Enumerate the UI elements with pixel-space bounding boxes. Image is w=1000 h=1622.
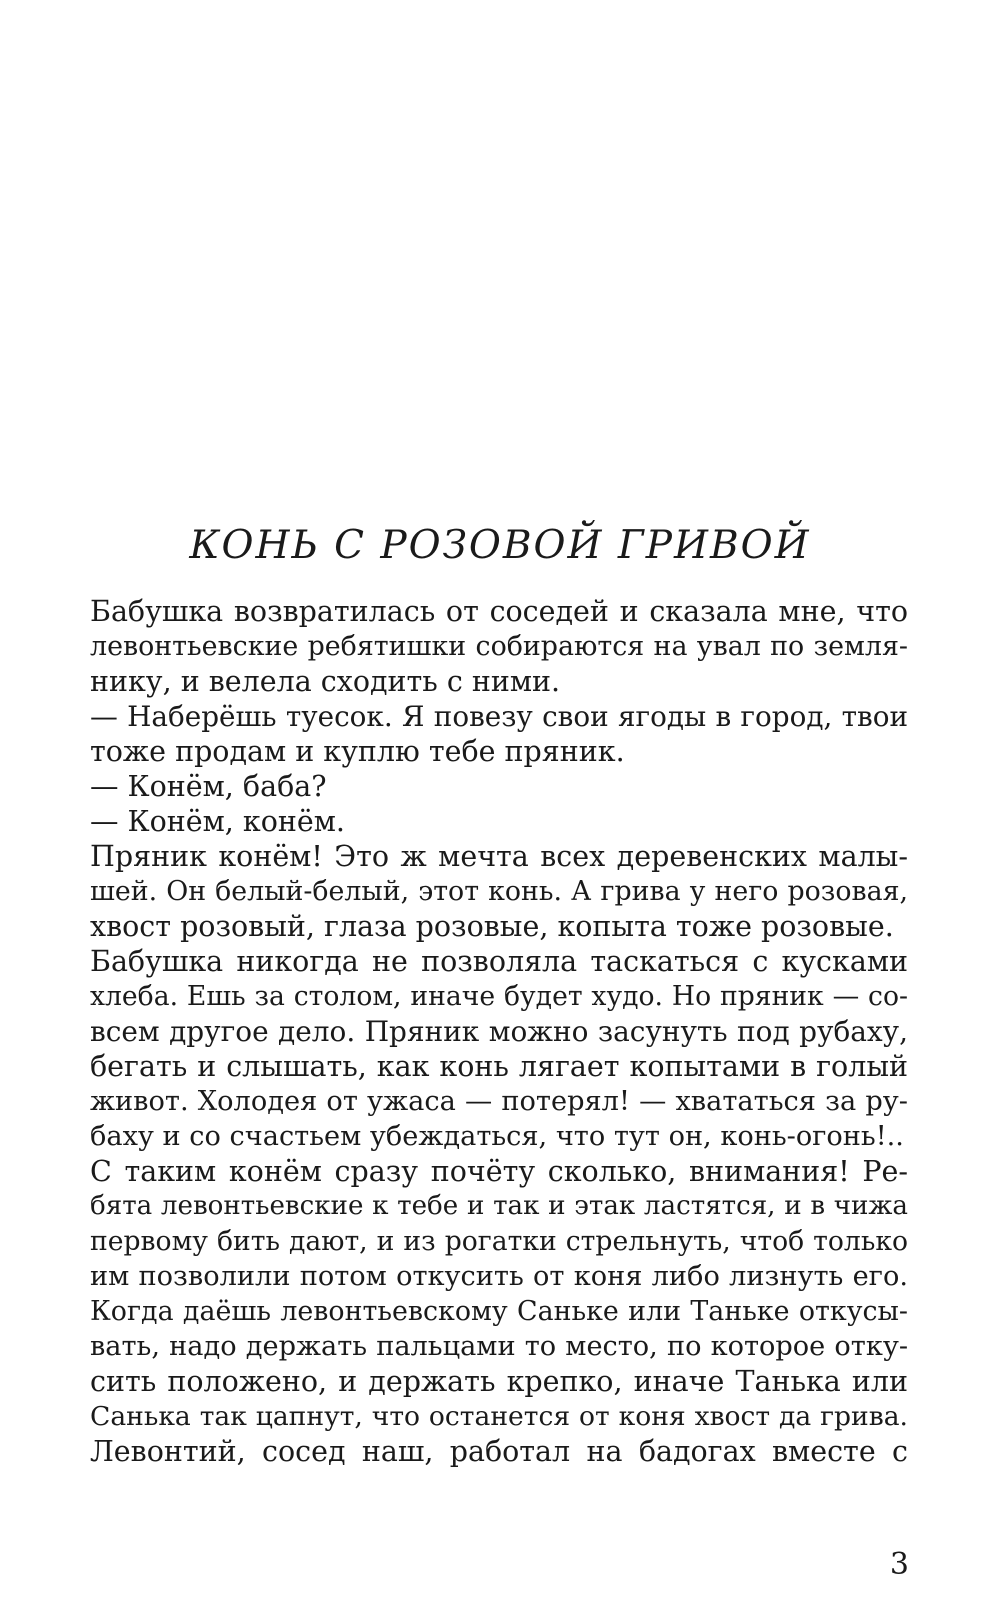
text-line: живот. Холодея от ужаса — потерял! — хвататься за ру- [90,1086,908,1117]
text-line: С таким конём сразу почёту сколько, внимания! Ре- [90,1155,908,1188]
text-line: первому бить дают, и из рогатки стрельнуть, чтоб только [90,1226,908,1257]
text-line: хвост розовый, глаза розовые, копыта тоже розовые. [90,910,894,943]
text-line: тоже продам и куплю тебе пряник. [90,735,625,768]
text-line: Пряник конём! Это ж мечта всех деревенских малы- [90,840,908,873]
text-line: Бабушка никогда не позволяла таскаться с кусками [90,945,908,978]
text-line: левонтьевские ребятишки собираются на увал по земля- [90,631,908,662]
text-line: — Конём, конём. [90,805,345,838]
text-line: баху и со счастьем убеждаться, что тут он, конь-огонь!.. [90,1121,904,1152]
text-line: всем другое дело. Пряник можно засунуть под рубаху, [90,1015,908,1048]
text-line: нику, и велела сходить с ними. [90,665,561,698]
text-line: Санька так цапнут, что останется от коня хвост да грива. [90,1401,908,1432]
page-number: 3 [889,1547,909,1582]
text-line: Когда даёшь левонтьевскому Саньке или Таньке откусы- [90,1296,908,1327]
text-line: Бабушка возвратилась от соседей и сказала мне, что [90,595,908,628]
text-line: бегать и слышать, как конь лягает копытами в голый [90,1050,908,1083]
text-line: вать, надо держать пальцами то место, по которое отку- [90,1331,908,1362]
body-text [90,594,908,1469]
text-line: хлеба. Ешь за столом, иначе будет худо. Но пряник — со- [90,981,908,1012]
text-line: бята левонтьевские к тебе и так и этак ластятся, и в чижа [90,1191,908,1221]
text-line: — Наберёшь туесок. Я повезу свои ягоды в город, твои [90,700,908,733]
text-line: — Конём, баба? [90,770,327,803]
chapter-title: КОНЬ С РОЗОВОЙ ГРИВОЙ [189,523,811,568]
text-line: им позволили потом откусить от коня либо лизнуть его. [90,1261,908,1292]
text-line: шей. Он белый-белый, этот конь. А грива у него розовая, [90,876,908,907]
text-line: Левонтий, сосед наш, работал на бадогах вместе с [90,1435,908,1468]
text-line: сить положено, и держать крепко, иначе Танька или [90,1365,908,1398]
